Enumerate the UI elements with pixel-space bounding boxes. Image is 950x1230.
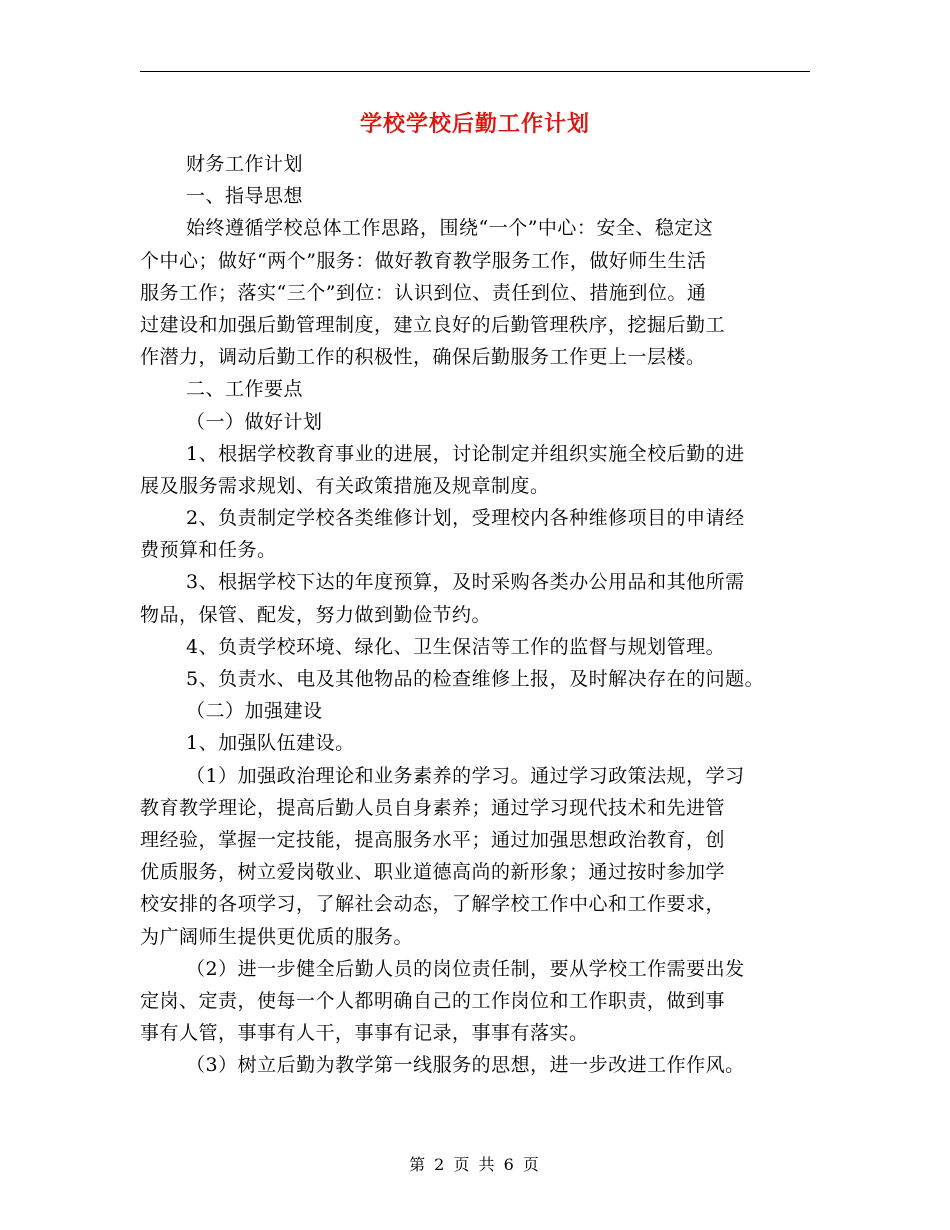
- paragraph-line: 4、负责学校环境、绿化、卫生保洁等工作的监督与规划管理。: [186, 635, 726, 658]
- paragraph-line: 定岗、定责，使每一个人都明确自己的工作岗位和工作职责，做到事: [140, 989, 726, 1012]
- paragraph-line: 5、负责水、电及其他物品的检查维修上报，及时解决存在的问题。: [186, 668, 765, 690]
- paragraph-line: 展及服务需求规划、有关政策措施及规章制度。: [140, 474, 550, 497]
- paragraph-line: （1）加强政治理论和业务素养的学习。通过学习政策法规，学习: [186, 764, 745, 787]
- paragraph-line: 一、指导思想: [186, 185, 304, 208]
- paragraph-line: 费预算和任务。: [140, 539, 277, 562]
- paragraph-line: （2）进一步健全后勤人员的岗位责任制，要从学校工作需要出发: [186, 957, 745, 980]
- paragraph-line: 为广阔师生提供更优质的服务。: [140, 925, 414, 948]
- paragraph-line: 2、负责制定学校各类维修计划，受理校内各种维修项目的申请经: [186, 507, 745, 530]
- paragraph-line: 1、根据学校教育事业的进展，讨论制定并组织实施全校后勤的进: [186, 442, 745, 465]
- header-rule: [140, 71, 810, 72]
- paragraph-line: 事有人管，事事有人干，事事有记录，事事有落实。: [140, 1022, 589, 1045]
- page-footer: 第 2 页 共 6 页: [409, 1155, 541, 1174]
- paragraph-line: 教育教学理论，提高后勤人员自身素养；通过学习现代技术和先进管: [140, 796, 726, 819]
- paragraph-line: 过建设和加强后勤管理制度，建立良好的后勤管理秩序，挖掘后勤工: [140, 313, 726, 336]
- paragraph-line: 始终遵循学校总体工作思路，围绕“一个”中心：安全、稳定这: [186, 217, 714, 240]
- document-title: 学校学校后勤工作计划: [359, 111, 590, 137]
- paragraph-line: 财务工作计划: [186, 153, 304, 175]
- paragraph-line: 3、根据学校下达的年度预算，及时采购各类办公用品和其他所需: [186, 571, 745, 594]
- paragraph-line: 物品，保管、配发，努力做到勤俭节约。: [140, 603, 492, 626]
- document-body: [140, 148, 830, 1081]
- paragraph-line: （二）加强建设: [186, 700, 323, 723]
- paragraph-line: （一）做好计划: [186, 410, 323, 433]
- paragraph-line: 理经验，掌握一定技能，提高服务水平；通过加强思想政治教育，创: [140, 828, 726, 851]
- paragraph-line: 1、加强队伍建设。: [186, 732, 355, 755]
- paragraph-line: 二、工作要点: [186, 378, 304, 401]
- paragraph-line: （3）树立后勤为教学第一线服务的思想，进一步改进工作作风。: [186, 1054, 745, 1077]
- paragraph-line: 作潜力，调动后勤工作的积极性，确保后勤服务工作更上一层楼。: [140, 346, 706, 369]
- paragraph-line: 服务工作；落实“三个”到位：认识到位、责任到位、措施到位。通: [140, 281, 707, 304]
- paragraph-line: 个中心；做好“两个”服务：做好教育教学服务工作，做好师生生活: [140, 249, 707, 272]
- paragraph-line: 校安排的各项学习，了解社会动态，了解学校工作中心和工作要求，: [140, 893, 726, 916]
- paragraph-line: 优质服务，树立爱岗敬业、职业道德高尚的新形象；通过按时参加学: [140, 861, 726, 884]
